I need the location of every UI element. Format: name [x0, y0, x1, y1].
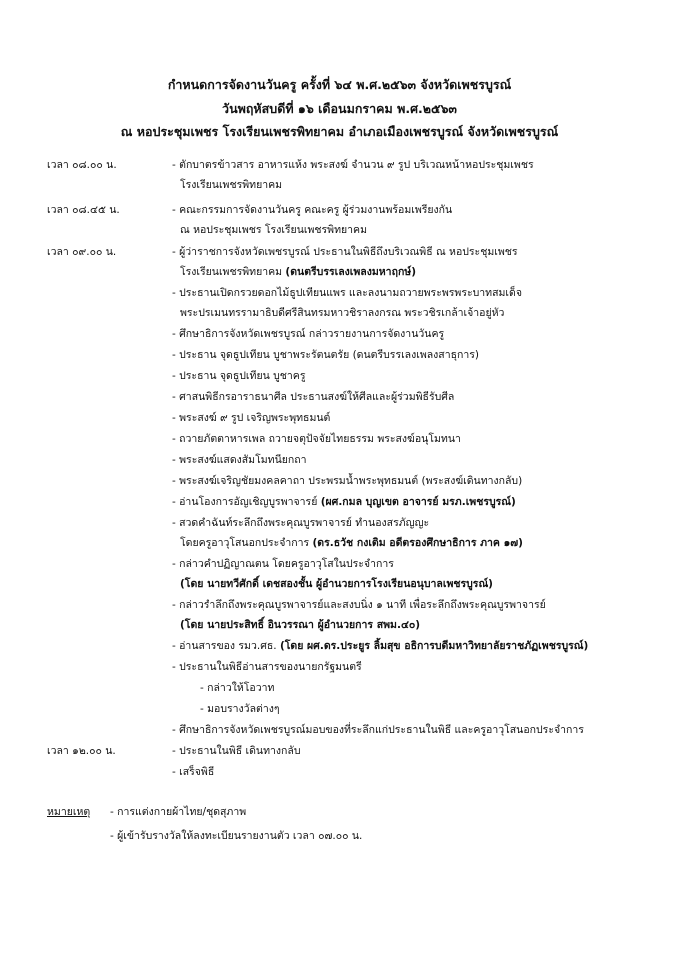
- schedule-item: - เสร็จพิธี: [172, 766, 215, 778]
- item-text-bold: (ดร.ธวัช กงเติม อดีตรองศึกษาธิการ ภาค ๑๗): [312, 537, 523, 549]
- schedule-item: - กล่าวให้โอวาท: [200, 682, 275, 694]
- time-0800: เวลา ๐๘.๐๐ น.: [47, 159, 117, 171]
- schedule-item: - ศึกษาธิการจังหวัดเพชรบูรณ์ กล่าวรายงานการจัดงานวันครู: [172, 328, 445, 340]
- schedule-item: - มอบรางวัลต่างๆ: [200, 703, 280, 715]
- schedule-item: - ศึกษาธิการจังหวัดเพชรบูรณ์มอบของที่ระลึกแก่ประธานในพิธี และครูอาวุโสนอกประจำการ: [172, 724, 584, 736]
- schedule-item: - ประธาน จุดธูปเทียน บูชาครู: [172, 370, 306, 382]
- note-item: - ผู้เข้ารับรางวัลให้ลงทะเบียนรายงานตัว เวลา ๐๗.๐๐ น.: [110, 830, 363, 842]
- note-label: หมายเหตุ: [47, 806, 91, 818]
- item-text-bold: (โดย ผศ.ดร.ประยูร ลิ้มสุข อธิการบดีมหาวิทยาลัยราชภัฏเพชรบูรณ์): [279, 640, 589, 652]
- event-date: วันพฤหัสบดีที่ ๑๖ เดือนมกราคม พ.ศ.๒๕๖๓: [222, 101, 457, 116]
- time-1200: เวลา ๑๒.๐๐ น.: [47, 745, 116, 757]
- item-text-bold: (ผศ.กมล บุญเขต อาจารย์ มรภ.เพชรบูรณ์): [320, 496, 516, 508]
- schedule-item: - ศาสนพิธีกรอาราธนาศีล ประธานสงฆ์ให้ศีลและผู้ร่วมพิธีรับศีล: [172, 391, 455, 403]
- schedule-item: - พระสงฆ์ ๙ รูป เจริญพระพุทธมนต์: [172, 412, 331, 424]
- page-title: กำหนดการจัดงานวันครู ครั้งที่ ๖๔ พ.ศ.๒๕๖๓ จังหวัดเพชรบูรณ์: [167, 77, 512, 92]
- schedule-item: - พระสงฆ์เจริญชัยมงคลคาถา ประพรมน้ำพระพุทธมนต์ (พระสงฆ์เดินทางกลับ): [172, 475, 523, 487]
- time-0845: เวลา ๐๘.๔๕ น.: [47, 204, 120, 216]
- item-text-bold: (ดนตรีบรรเลงเพลงมหาฤกษ์): [285, 266, 417, 278]
- schedule-item-bold: (โดย นายทวีศักดิ์ เดชสองชั้น ผู้อำนวยการโรงเรียนอนุบาลเพชรบูรณ์): [180, 578, 493, 590]
- schedule-item: - ตักบาตรข้าวสาร อาหารแห้ง พระสงฆ์ จำนวน ๙ รูป บริเวณหน้าหอประชุมเพชร: [172, 159, 534, 171]
- schedule-item: พระปรเมนทรรามาธิบดีศรีสินทรมหาวชิราลงกรณ พระวชิรเกล้าเจ้าอยู่หัว: [180, 307, 505, 319]
- schedule-item: - ถวายภัตตาหารเพล ถวายจตุปัจจัยไทยธรรม พระสงฆ์อนุโมทนา: [172, 433, 461, 445]
- schedule-item: [172, 495, 516, 509]
- schedule-item: - กล่าวรำลึกถึงพระคุณบูรพาจารย์และสงบนิ่ง ๑ นาที เพื่อระลึกถึงพระคุณบูรพาจารย์: [172, 599, 546, 611]
- schedule-item: โรงเรียนเพชรพิทยาคม: [180, 179, 283, 191]
- note-item: - การแต่งกายผ้าไทย/ชุดสุภาพ: [110, 806, 247, 818]
- schedule-item: [180, 265, 416, 279]
- schedule-item: - สวดคำฉันท์ระลึกถึงพระคุณบูรพาจารย์ ทำนองสรภัญญะ: [172, 517, 430, 529]
- item-text: - อ่านโองการอัญเชิญบูรพาจารย์: [172, 496, 318, 508]
- schedule-item: - คณะกรรมการจัดงานวันครู คณะครู ผู้ร่วมงานพร้อมเพรียงกัน: [172, 204, 453, 216]
- time-0900: เวลา ๐๙.๐๐ น.: [47, 246, 117, 258]
- item-text: โรงเรียนเพชรพิทยาคม: [180, 266, 283, 278]
- schedule-item: - พระสงฆ์แสดงสัมโมทนียกถา: [172, 454, 307, 466]
- schedule-item: - ประธาน จุดธูปเทียน บูชาพระรัตนตรัย (ดนตรีบรรเลงเพลงสาธุการ): [172, 349, 480, 361]
- schedule-item: [172, 639, 588, 653]
- schedule-item: - ประธานในพิธี เดินทางกลับ: [172, 745, 301, 757]
- schedule-item-bold: (โดย นายประสิทธิ์ อินวรรณา ผู้อำนวยการ สพม.๔๐): [180, 619, 421, 631]
- item-text: โดยครูอาวุโสนอกประจำการ: [180, 537, 310, 549]
- schedule-item: - ผู้ว่าราชการจังหวัดเพชรบูรณ์ ประธานในพิธีถึงบริเวณพิธี ณ หอประชุมเพชร: [172, 246, 518, 258]
- schedule-item: - ประธานในพิธีอ่านสารของนายกรัฐมนตรี: [172, 661, 362, 673]
- event-venue: ณ หอประชุมเพชร โรงเรียนเพชรพิทยาคม อำเภอเมืองเพชรบูรณ์ จังหวัดเพชรบูรณ์: [120, 124, 559, 139]
- schedule-item: - ประธานเปิดกรวยดอกไม้ธูปเทียนแพร และลงนามถวายพระพรพระบาทสมเด็จ: [172, 287, 522, 299]
- item-text: - อ่านสารของ รมว.ศธ.: [172, 640, 277, 652]
- schedule-item: - กล่าวคำปฏิญาณตน โดยครูอาวุโสในประจำการ: [172, 558, 394, 570]
- schedule-item: [180, 536, 523, 550]
- schedule-item: ณ หอประชุมเพชร โรงเรียนเพชรพิทยาคม: [180, 224, 367, 236]
